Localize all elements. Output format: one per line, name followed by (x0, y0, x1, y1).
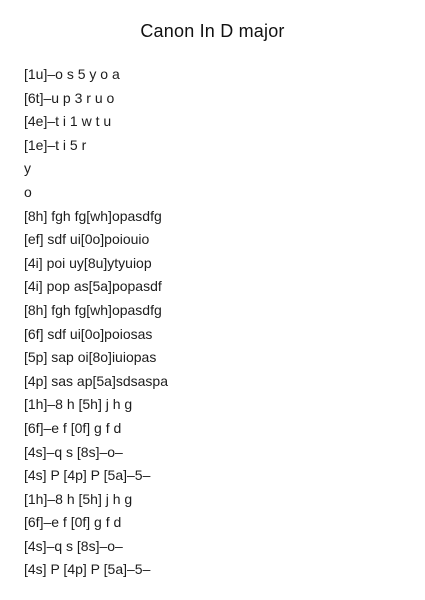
sheet-line: [6t]–u p 3 r u o (24, 89, 115, 106)
sheet-line: [6f]–e f [0f] g f d (24, 514, 122, 531)
music-sheet (24, 63, 414, 582)
sheet-line: [ef] sdf ui[0o]poiouio (24, 231, 150, 248)
sheet-line: [8h] fgh fg[wh]opasdfg (24, 207, 162, 224)
sheet-line: [4p] sas ap[5a]sdsaspa (24, 372, 168, 389)
sheet-line: y (24, 160, 31, 177)
sheet-line: [1u]–o s 5 y o a (24, 66, 120, 82)
sheet-line: [4i] poi uy[8u]ytyuiop (24, 254, 152, 271)
page-title: Canon In D major (140, 21, 285, 41)
sheet-line: [4e]–t i 1 w t u (24, 113, 112, 130)
sheet-line: [6f] sdf ui[0o]poiosas (24, 325, 153, 342)
sheet-line: [6f]–e f [0f] g f d (24, 419, 122, 436)
sheet-line: [4i] pop as[5a]popasdf (24, 278, 162, 295)
sheet-line: [4s] P [4p] P [5a]–5– (24, 467, 151, 484)
sheet-line: [1h]–8 h [5h] j h g (24, 396, 133, 413)
sheet-line: o (24, 183, 32, 200)
sheet-line: [1h]–8 h [5h] j h g (24, 490, 133, 507)
sheet-line: [8h] fgh fg[wh]opasdfg (24, 301, 162, 318)
sheet-line: [4s]–q s [8s]–o– (24, 537, 123, 554)
sheet-line: [5p] sap oi[8o]iuiopas (24, 349, 157, 366)
sheet-line: [4s]–q s [8s]–o– (24, 443, 123, 460)
sheet-line: [4s] P [4p] P [5a]–5– (24, 561, 151, 578)
sheet-line: [1e]–t i 5 r (24, 136, 87, 153)
